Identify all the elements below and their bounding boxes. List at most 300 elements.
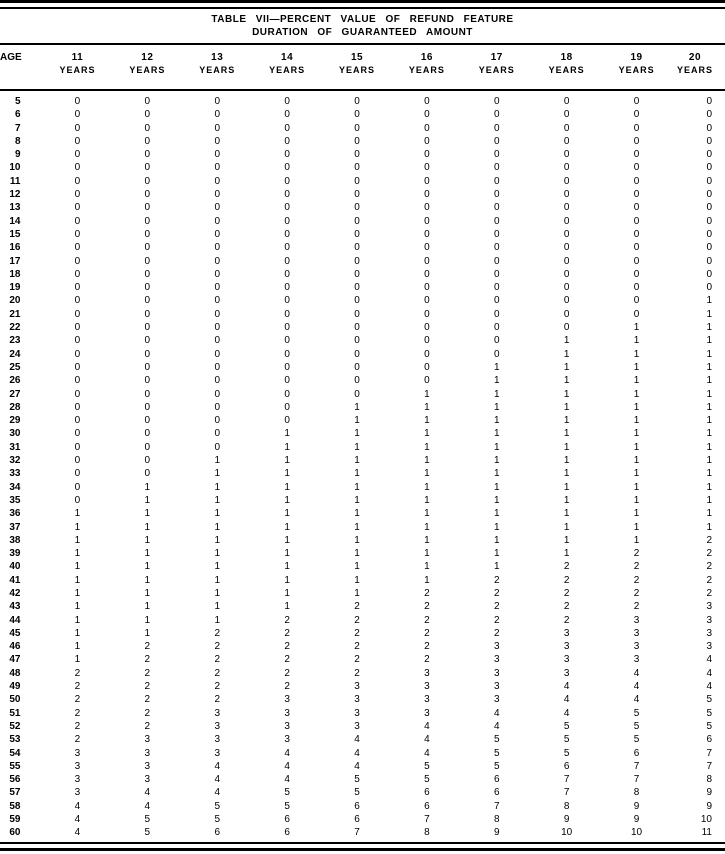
value-cell: 5 xyxy=(284,787,290,799)
table-row xyxy=(0,308,725,321)
value-cell: 0 xyxy=(284,348,290,360)
value-cell: 0 xyxy=(214,428,220,440)
value-cell: 2 xyxy=(284,641,290,653)
age-cell: 34 xyxy=(9,481,21,493)
value-cell: 1 xyxy=(74,534,81,546)
value-cell: 0 xyxy=(494,189,500,201)
value-cell: 5 xyxy=(144,814,151,826)
value-cell: 0 xyxy=(354,348,360,360)
value-cell: 2 xyxy=(284,627,290,639)
value-cell: 2 xyxy=(633,587,640,599)
table-row xyxy=(0,494,725,507)
value-cell: 0 xyxy=(494,255,500,267)
table-row xyxy=(0,241,725,254)
value-cell: 0 xyxy=(494,135,500,147)
value-cell: 1 xyxy=(563,375,570,387)
age-cell: 19 xyxy=(9,282,21,294)
value-cell: 3 xyxy=(144,774,151,786)
table-row xyxy=(0,507,725,520)
table-row xyxy=(0,90,725,108)
value-cell: 2 xyxy=(563,587,570,599)
value-cell: 2 xyxy=(354,667,360,679)
value-cell: 0 xyxy=(74,468,81,480)
age-cell: 11 xyxy=(9,175,21,187)
value-cell: 8 xyxy=(563,800,570,812)
value-cell: 1 xyxy=(706,388,712,400)
value-cell: 0 xyxy=(144,468,151,480)
value-cell: 0 xyxy=(424,308,430,320)
value-cell: 2 xyxy=(424,641,430,653)
table-row xyxy=(0,600,725,613)
table-row xyxy=(0,441,725,454)
value-cell: 2 xyxy=(633,548,640,560)
value-cell: 4 xyxy=(424,747,430,759)
table-row xyxy=(0,268,725,281)
value-cell: 4 xyxy=(354,734,360,746)
table-row xyxy=(0,826,725,839)
value-cell: 0 xyxy=(354,122,360,134)
value-cell: 0 xyxy=(214,135,220,147)
value-cell: 1 xyxy=(354,428,360,440)
value-cell: 0 xyxy=(214,322,220,334)
value-cell: 0 xyxy=(144,122,151,134)
value-cell: 1 xyxy=(633,455,640,467)
table-row xyxy=(0,334,725,347)
table-body xyxy=(0,90,725,840)
value-cell: 2 xyxy=(74,720,81,732)
value-cell: 1 xyxy=(284,455,290,467)
value-cell: 0 xyxy=(424,175,430,187)
value-cell: 1 xyxy=(354,401,360,413)
value-cell: 1 xyxy=(354,508,360,520)
age-cell: 21 xyxy=(9,308,21,320)
value-cell: 4 xyxy=(563,681,570,693)
bottom-rule-thick xyxy=(0,848,725,851)
value-cell: 5 xyxy=(633,707,640,719)
value-cell: 0 xyxy=(214,175,220,187)
value-cell: 0 xyxy=(144,361,151,373)
value-cell: 1 xyxy=(563,521,570,533)
value-cell: 0 xyxy=(144,455,151,467)
value-cell: 4 xyxy=(354,760,360,772)
value-cell: 0 xyxy=(633,308,640,320)
year-header-number: 14 xyxy=(281,52,294,63)
year-header-sub: YEARS xyxy=(408,65,445,75)
value-cell: 0 xyxy=(633,268,640,280)
value-cell: 0 xyxy=(424,162,430,174)
table-row xyxy=(0,614,725,627)
age-cell: 48 xyxy=(9,667,21,679)
table-row xyxy=(0,108,725,121)
value-cell: 1 xyxy=(144,481,151,493)
value-cell: 0 xyxy=(354,109,360,121)
top-rule-thin xyxy=(0,7,725,9)
value-cell: 0 xyxy=(633,149,640,161)
value-cell: 3 xyxy=(74,774,81,786)
value-cell: 3 xyxy=(284,694,290,706)
value-cell: 0 xyxy=(214,308,220,320)
value-cell: 9 xyxy=(633,814,640,826)
value-cell: 7 xyxy=(706,747,712,759)
year-header-sub: YEARS xyxy=(478,65,515,75)
value-cell: 3 xyxy=(633,614,640,626)
value-cell: 6 xyxy=(424,787,430,799)
value-cell: 1 xyxy=(706,361,712,373)
table-row xyxy=(0,348,725,361)
value-cell: 2 xyxy=(214,667,220,679)
table-title xyxy=(0,13,725,39)
value-cell: 1 xyxy=(284,508,290,520)
value-cell: 0 xyxy=(494,228,500,240)
value-cell: 0 xyxy=(74,122,81,134)
value-cell: 5 xyxy=(144,827,151,839)
value-cell: 1 xyxy=(74,574,81,586)
value-cell: 2 xyxy=(563,574,570,586)
table-row xyxy=(0,813,725,826)
value-cell: 0 xyxy=(74,295,81,307)
year-header-17 xyxy=(462,44,532,90)
value-cell: 1 xyxy=(284,481,290,493)
value-cell: 3 xyxy=(706,627,712,639)
value-cell: 1 xyxy=(563,508,570,520)
value-cell: 2 xyxy=(74,707,81,719)
value-cell: 3 xyxy=(563,641,570,653)
age-cell: 42 xyxy=(9,587,21,599)
value-cell: 0 xyxy=(633,242,640,254)
value-cell: 0 xyxy=(284,162,290,174)
value-cell: 0 xyxy=(706,122,712,134)
value-cell: 1 xyxy=(354,587,360,599)
value-cell: 0 xyxy=(74,189,81,201)
value-cell: 0 xyxy=(354,135,360,147)
value-cell: 3 xyxy=(494,654,500,666)
year-header-number: 12 xyxy=(141,52,154,63)
value-cell: 0 xyxy=(144,428,151,440)
value-cell: 0 xyxy=(354,388,360,400)
value-cell: 1 xyxy=(74,548,81,560)
age-cell: 51 xyxy=(9,707,21,719)
value-cell: 7 xyxy=(706,760,712,772)
value-cell: 5 xyxy=(563,734,570,746)
table-row xyxy=(0,228,725,241)
value-cell: 5 xyxy=(633,734,640,746)
value-cell: 2 xyxy=(354,601,360,613)
value-cell: 0 xyxy=(354,202,360,214)
value-cell: 3 xyxy=(354,707,360,719)
value-cell: 3 xyxy=(144,760,151,772)
table-row xyxy=(0,201,725,214)
value-cell: 2 xyxy=(424,601,430,613)
value-cell: 1 xyxy=(144,614,151,626)
year-header-11 xyxy=(43,44,113,90)
value-cell: 0 xyxy=(424,109,430,121)
value-cell: 4 xyxy=(74,827,81,839)
table-row xyxy=(0,427,725,440)
value-cell: 1 xyxy=(424,494,430,506)
value-cell: 1 xyxy=(494,375,500,387)
value-cell: 1 xyxy=(284,601,290,613)
value-cell: 0 xyxy=(354,162,360,174)
value-cell: 0 xyxy=(706,162,712,174)
value-cell: 3 xyxy=(144,747,151,759)
value-cell: 1 xyxy=(494,388,500,400)
value-cell: 0 xyxy=(424,335,430,347)
value-cell: 1 xyxy=(633,428,640,440)
age-cell: 26 xyxy=(9,375,21,387)
value-cell: 2 xyxy=(706,574,712,586)
value-cell: 0 xyxy=(424,135,430,147)
value-cell: 1 xyxy=(354,455,360,467)
table-row xyxy=(0,135,725,148)
value-cell: 1 xyxy=(284,428,290,440)
value-cell: 1 xyxy=(563,481,570,493)
value-cell: 0 xyxy=(74,428,81,440)
table-title-line2: DURATION OF GUARANTEED AMOUNT xyxy=(252,27,473,38)
value-cell: 0 xyxy=(354,361,360,373)
value-cell: 1 xyxy=(706,415,712,427)
value-cell: 0 xyxy=(706,189,712,201)
value-cell: 2 xyxy=(424,627,430,639)
value-cell: 9 xyxy=(494,827,500,839)
year-header-number: 15 xyxy=(350,52,364,63)
value-cell: 1 xyxy=(633,375,640,387)
value-cell: 2 xyxy=(74,667,81,679)
value-cell: 0 xyxy=(563,295,570,307)
year-header-19 xyxy=(602,44,672,90)
value-cell: 5 xyxy=(494,747,500,759)
year-header-sub: YEARS xyxy=(269,65,306,75)
year-header-number: 17 xyxy=(490,52,503,63)
value-cell: 3 xyxy=(74,787,81,799)
value-cell: 0 xyxy=(563,96,570,107)
year-header-number: 13 xyxy=(211,52,224,63)
value-cell: 1 xyxy=(706,508,712,520)
value-cell: 4 xyxy=(494,707,500,719)
value-cell: 0 xyxy=(633,255,640,267)
value-cell: 0 xyxy=(214,215,220,227)
value-cell: 0 xyxy=(144,189,151,201)
value-cell: 1 xyxy=(706,428,712,440)
value-cell: 0 xyxy=(214,96,220,107)
value-cell: 1 xyxy=(494,561,500,573)
value-cell: 1 xyxy=(354,481,360,493)
value-cell: 7 xyxy=(633,760,640,772)
value-cell: 2 xyxy=(284,681,290,693)
value-cell: 2 xyxy=(214,654,220,666)
table-row xyxy=(0,773,725,786)
age-cell: 59 xyxy=(9,814,21,826)
year-header-sub: YEARS xyxy=(129,65,166,75)
age-cell: 32 xyxy=(9,455,21,467)
year-header-sub: YEARS xyxy=(618,65,655,75)
value-cell: 10 xyxy=(631,827,643,839)
value-cell: 1 xyxy=(144,494,151,506)
value-cell: 1 xyxy=(144,521,151,533)
value-cell: 0 xyxy=(424,282,430,294)
year-header-number: 11 xyxy=(71,52,84,63)
value-cell: 1 xyxy=(494,508,500,520)
value-cell: 0 xyxy=(494,202,500,214)
value-cell: 1 xyxy=(424,548,430,560)
value-cell: 0 xyxy=(284,388,290,400)
value-cell: 0 xyxy=(144,335,151,347)
table-row xyxy=(0,175,725,188)
value-cell: 1 xyxy=(706,521,712,533)
age-cell: 47 xyxy=(9,654,21,666)
value-cell: 0 xyxy=(74,388,81,400)
year-header-16 xyxy=(392,44,462,90)
value-cell: 1 xyxy=(144,574,151,586)
value-cell: 1 xyxy=(424,468,430,480)
value-cell: 0 xyxy=(284,202,290,214)
value-cell: 4 xyxy=(706,654,712,666)
age-cell: 24 xyxy=(9,348,21,360)
value-cell: 6 xyxy=(214,827,220,839)
value-cell: 6 xyxy=(494,787,500,799)
value-cell: 0 xyxy=(144,215,151,227)
value-cell: 1 xyxy=(563,548,570,560)
value-cell: 4 xyxy=(633,681,640,693)
value-cell: 0 xyxy=(144,415,151,427)
value-cell: 0 xyxy=(284,282,290,294)
value-cell: 7 xyxy=(563,787,570,799)
age-cell: 18 xyxy=(9,268,21,280)
age-cell: 35 xyxy=(9,494,21,506)
value-cell: 1 xyxy=(424,534,430,546)
value-cell: 0 xyxy=(214,255,220,267)
value-cell: 1 xyxy=(706,335,712,347)
value-cell: 0 xyxy=(563,308,570,320)
value-cell: 1 xyxy=(494,455,500,467)
value-cell: 0 xyxy=(74,494,81,506)
value-cell: 0 xyxy=(424,375,430,387)
value-cell: 0 xyxy=(563,109,570,121)
value-cell: 0 xyxy=(144,295,151,307)
value-cell: 0 xyxy=(284,96,290,107)
value-cell: 3 xyxy=(214,707,220,719)
value-cell: 1 xyxy=(144,561,151,573)
value-cell: 0 xyxy=(74,415,81,427)
year-header-number: 18 xyxy=(560,52,573,63)
value-cell: 3 xyxy=(74,760,81,772)
bottom-rules xyxy=(0,842,725,851)
value-cell: 1 xyxy=(633,468,640,480)
value-cell: 1 xyxy=(706,455,712,467)
value-cell: 0 xyxy=(563,282,570,294)
value-cell: 1 xyxy=(354,574,360,586)
value-cell: 2 xyxy=(284,614,290,626)
value-cell: 0 xyxy=(424,361,430,373)
value-cell: 2 xyxy=(74,681,81,693)
value-cell: 6 xyxy=(424,800,430,812)
age-cell: 36 xyxy=(9,508,21,520)
value-cell: 0 xyxy=(494,162,500,174)
value-cell: 5 xyxy=(706,720,712,732)
table-row xyxy=(0,401,725,414)
value-cell: 0 xyxy=(424,295,430,307)
value-cell: 0 xyxy=(284,122,290,134)
value-cell: 0 xyxy=(214,149,220,161)
value-cell: 1 xyxy=(424,428,430,440)
value-cell: 1 xyxy=(633,348,640,360)
value-cell: 0 xyxy=(633,175,640,187)
value-cell: 4 xyxy=(214,787,220,799)
value-cell: 1 xyxy=(214,521,220,533)
value-cell: 7 xyxy=(354,827,360,839)
value-cell: 1 xyxy=(633,508,640,520)
value-cell: 1 xyxy=(214,534,220,546)
value-cell: 2 xyxy=(424,614,430,626)
age-cell: 50 xyxy=(9,694,21,706)
value-cell: 0 xyxy=(633,96,640,107)
value-cell: 0 xyxy=(74,308,81,320)
value-cell: 0 xyxy=(706,215,712,227)
value-cell: 1 xyxy=(494,521,500,533)
table-row xyxy=(0,587,725,600)
age-cell: 16 xyxy=(9,242,21,254)
value-cell: 3 xyxy=(633,627,640,639)
age-cell: 5 xyxy=(14,96,21,107)
value-cell: 9 xyxy=(706,800,712,812)
age-cell: 45 xyxy=(9,627,21,639)
value-cell: 0 xyxy=(706,268,712,280)
value-cell: 3 xyxy=(633,654,640,666)
value-cell: 2 xyxy=(494,574,500,586)
value-cell: 0 xyxy=(494,282,500,294)
value-cell: 0 xyxy=(706,228,712,240)
value-cell: 4 xyxy=(706,667,712,679)
age-cell: 12 xyxy=(9,189,21,201)
value-cell: 3 xyxy=(74,747,81,759)
value-cell: 0 xyxy=(284,215,290,227)
value-cell: 4 xyxy=(706,681,712,693)
value-cell: 1 xyxy=(563,415,570,427)
value-cell: 0 xyxy=(424,122,430,134)
value-cell: 1 xyxy=(706,468,712,480)
value-cell: 2 xyxy=(494,601,500,613)
value-cell: 0 xyxy=(706,109,712,121)
table-row xyxy=(0,667,725,680)
value-cell: 1 xyxy=(424,481,430,493)
value-cell: 5 xyxy=(214,814,220,826)
value-cell: 1 xyxy=(563,494,570,506)
value-cell: 0 xyxy=(144,322,151,334)
value-cell: 0 xyxy=(563,135,570,147)
year-header-number: 16 xyxy=(420,52,433,63)
value-cell: 2 xyxy=(144,694,151,706)
value-cell: 0 xyxy=(706,282,712,294)
value-cell: 1 xyxy=(74,654,81,666)
value-cell: 2 xyxy=(633,601,640,613)
value-cell: 2 xyxy=(144,720,151,732)
value-cell: 0 xyxy=(74,215,81,227)
value-cell: 1 xyxy=(284,521,290,533)
value-cell: 1 xyxy=(563,455,570,467)
value-cell: 0 xyxy=(74,322,81,334)
value-cell: 1 xyxy=(74,508,81,520)
value-cell: 1 xyxy=(424,574,430,586)
value-cell: 4 xyxy=(563,707,570,719)
value-cell: 1 xyxy=(214,468,220,480)
value-cell: 5 xyxy=(284,800,290,812)
value-cell: 2 xyxy=(74,694,81,706)
value-cell: 0 xyxy=(214,268,220,280)
value-cell: 0 xyxy=(633,162,640,174)
age-cell: 13 xyxy=(9,202,21,214)
value-cell: 1 xyxy=(706,375,712,387)
value-cell: 0 xyxy=(494,242,500,254)
value-cell: 0 xyxy=(74,135,81,147)
